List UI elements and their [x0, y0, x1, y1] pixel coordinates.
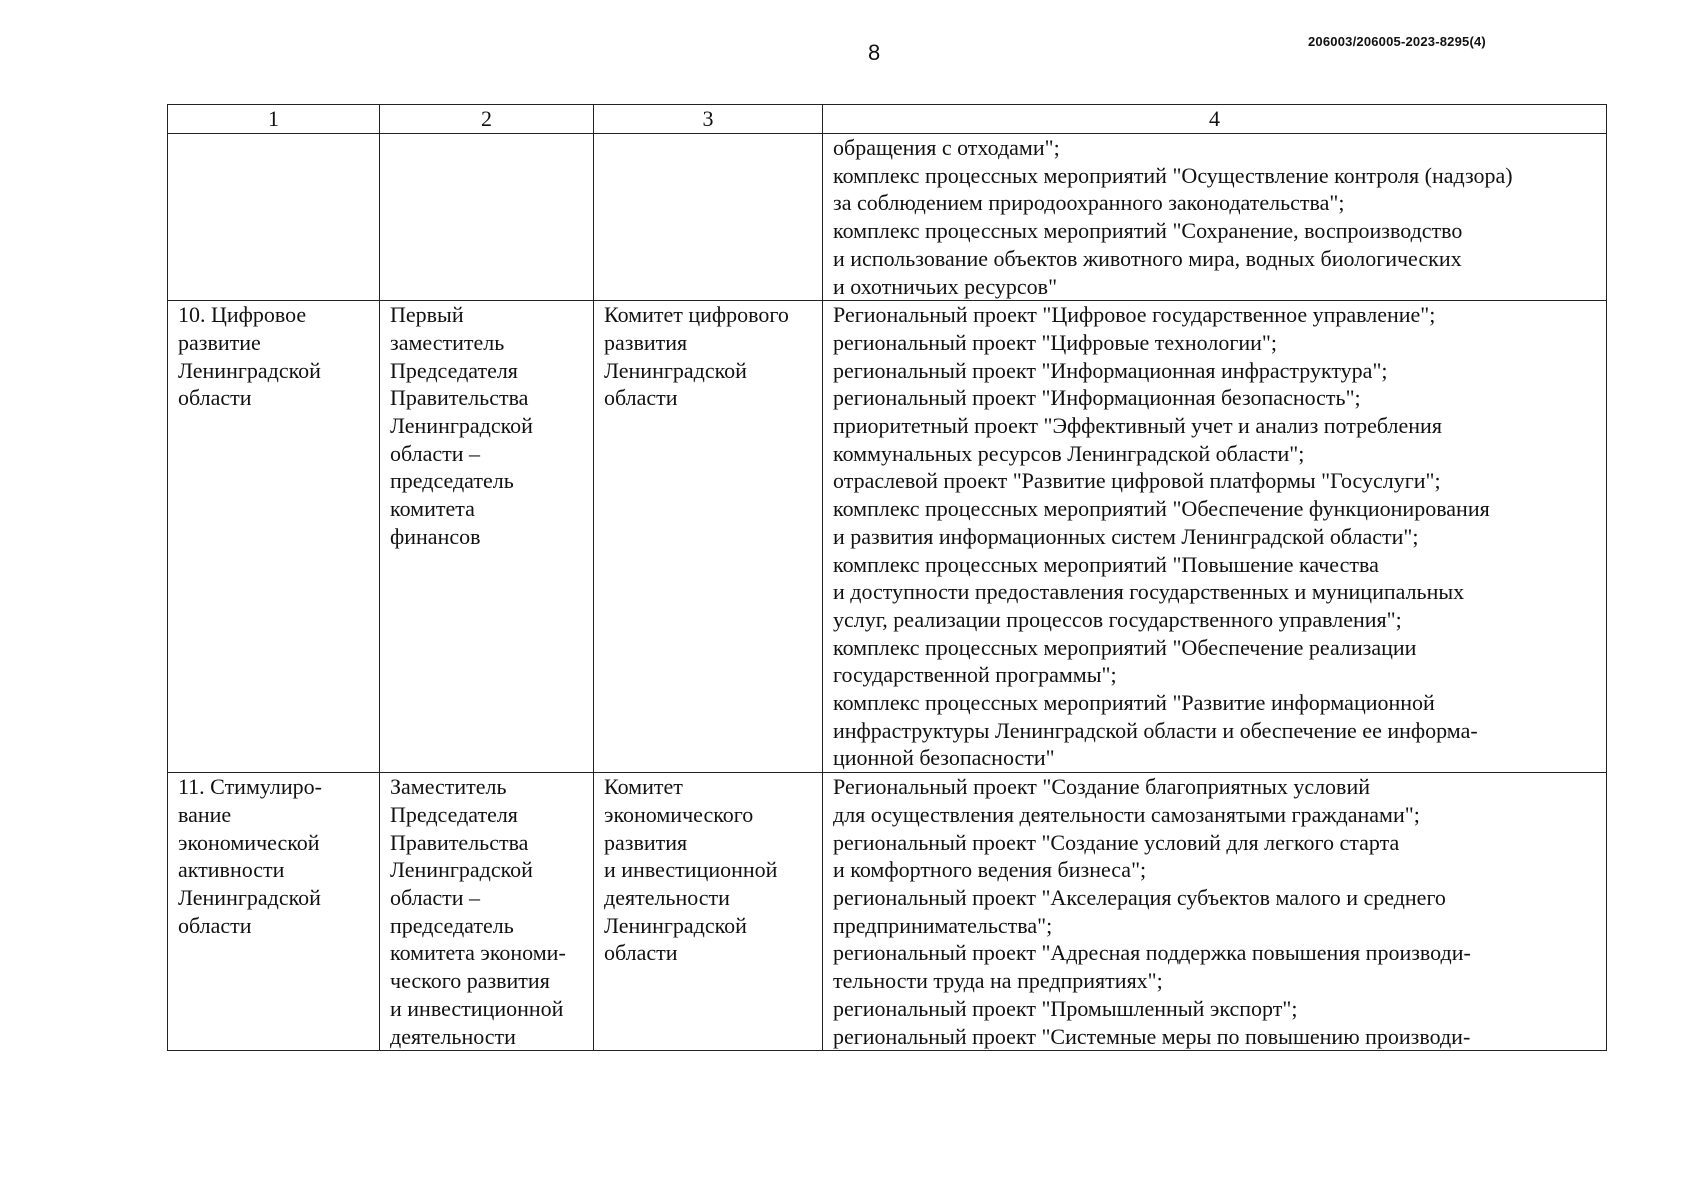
cell-text-line: Правительства [390, 829, 529, 855]
cell-text-line: и доступности предоставления государственных и муниципальных [833, 579, 1465, 605]
cell-text-line: региональный проект "Создание условий для легкого старта [833, 829, 1400, 855]
table-row [168, 301, 1607, 773]
programs-table [167, 104, 1607, 1051]
cell-text-line: Комитет цифрового [604, 302, 789, 328]
cell-text-line: 10. Цифровое [178, 302, 307, 328]
cell-text-line: деятельности [604, 884, 730, 910]
cell-text-line: комплекс процессных мероприятий "Обеспечение функционирования [833, 496, 1490, 522]
cell-text-line: за соблюдением природоохранного законодательства"; [833, 190, 1345, 216]
cell-text-line: для осуществления деятельности самозанятыми гражданами"; [833, 801, 1420, 827]
table-header-row [168, 105, 1607, 134]
cell-text-line: Ленинградской [178, 357, 321, 383]
column-header-1: 1 [168, 105, 380, 134]
responsible-official-cell [380, 773, 594, 1051]
cell-text-line: председатель [390, 468, 514, 494]
cell-text-line: Ленинградской [178, 884, 321, 910]
cell-text-line: региональный проект "Информационная инфраструктура"; [833, 357, 1388, 383]
document-id: 206003/206005-2023-8295(4) [1308, 34, 1486, 49]
table-row [168, 134, 1607, 301]
cell-text-line: и развития информационных систем Ленинградской области"; [833, 523, 1419, 549]
responsible-executor-cell [594, 134, 823, 301]
cell-text-line: инфраструктуры Ленинградской области и обеспечение ее информа- [833, 717, 1478, 743]
cell-text-line: деятельности [390, 1023, 516, 1049]
cell-text-line: вание [178, 801, 232, 827]
structural-elements-cell [823, 301, 1607, 773]
program-name-cell [168, 773, 380, 1051]
cell-text-line: комплекс процессных мероприятий "Обеспечение реализации [833, 634, 1417, 660]
cell-text-line: заместитель [390, 329, 505, 355]
column-header-2: 2 [380, 105, 594, 134]
cell-text-line: региональный проект "Информационная безопасность"; [833, 385, 1361, 411]
cell-text-line: приоритетный проект "Эффективный учет и анализ потребления [833, 413, 1442, 439]
cell-text-line: региональный проект "Промышленный экспорт"; [833, 995, 1298, 1021]
cell-text-line: услуг, реализации процессов государственного управления"; [833, 606, 1402, 632]
cell-text-line: обращения с отходами"; [833, 135, 1060, 160]
cell-text-line: области [604, 385, 678, 411]
cell-text-line: Региональный проект "Цифровое государственное управление"; [833, 302, 1436, 328]
responsible-official-cell [380, 301, 594, 773]
cell-text-line: ционной безопасности" [833, 745, 1055, 771]
table-row [168, 773, 1607, 1051]
cell-text-line: комплекс процессных мероприятий "Сохранение, воспроизводство [833, 218, 1463, 244]
program-name-cell [168, 134, 380, 301]
cell-text-line: Ленинградской [390, 857, 533, 883]
cell-text-line: тельности труда на предприятиях"; [833, 968, 1163, 994]
cell-text-line: региональный проект "Системные меры по повышению производи- [833, 1023, 1471, 1049]
cell-text-line: ческого развития [390, 968, 550, 994]
cell-text-line: комитета [390, 496, 475, 522]
cell-text-line: развития [604, 829, 688, 855]
cell-text-line: области – [390, 884, 481, 910]
cell-text-line: комплекс процессных мероприятий "Развитие информационной [833, 690, 1435, 716]
cell-text-line: Председателя [390, 801, 518, 827]
cell-text-line: Ленинградской [604, 912, 747, 938]
structural-elements-cell [823, 134, 1607, 301]
cell-text-line: развитие [178, 329, 261, 355]
cell-text-line: развития [604, 329, 688, 355]
cell-text-line: комплекс процессных мероприятий "Осуществление контроля (надзора) [833, 162, 1513, 188]
cell-text-line: и комфортного ведения бизнеса"; [833, 857, 1147, 883]
cell-text-line: области [178, 912, 252, 938]
cell-text-line: и инвестиционной [390, 995, 564, 1021]
cell-text-line: региональный проект "Адресная поддержка повышения производи- [833, 940, 1471, 966]
cell-text-line: финансов [390, 523, 481, 549]
page-number: 8 [868, 40, 881, 65]
program-name-cell [168, 301, 380, 773]
column-header-3: 3 [594, 105, 823, 134]
responsible-executor-cell [594, 773, 823, 1051]
cell-text-line: 11. Стимулиро- [178, 774, 322, 800]
cell-text-line: Председателя [390, 357, 518, 383]
cell-text-line: активности [178, 857, 285, 883]
cell-text-line: государственной программы"; [833, 662, 1117, 688]
cell-text-line: Первый [390, 302, 464, 328]
cell-text-line: и использование объектов животного мира, водных биологических [833, 245, 1462, 271]
responsible-executor-cell [594, 301, 823, 773]
cell-text-line: Комитет [604, 774, 683, 800]
cell-text-line: региональный проект "Цифровые технологии"; [833, 329, 1277, 355]
structural-elements-cell [823, 773, 1607, 1051]
cell-text-line: председатель [390, 912, 514, 938]
cell-text-line: комплекс процессных мероприятий "Повышение качества [833, 551, 1379, 577]
cell-text-line: комитета экономи- [390, 940, 566, 966]
cell-text-line: экономической [178, 829, 320, 855]
cell-text-line: региональный проект "Акселерация субъектов малого и среднего [833, 884, 1446, 910]
column-header-4: 4 [823, 105, 1607, 134]
cell-text-line: предпринимательства"; [833, 912, 1053, 938]
cell-text-line: экономического [604, 801, 754, 827]
cell-text-line: области – [390, 440, 481, 466]
cell-text-line: Ленинградской [390, 413, 533, 439]
cell-text-line: области [178, 385, 252, 411]
cell-text-line: области [604, 940, 678, 966]
cell-text-line: коммунальных ресурсов Ленинградской области"; [833, 440, 1305, 466]
cell-text-line: и инвестиционной [604, 857, 778, 883]
cell-text-line: и охотничьих ресурсов" [833, 273, 1058, 299]
cell-text-line: Региональный проект "Создание благоприятных условий [833, 774, 1370, 800]
cell-text-line: Правительства [390, 385, 529, 411]
cell-text-line: Заместитель [390, 774, 507, 800]
cell-text-line: отраслевой проект "Развитие цифровой платформы "Госуслуги"; [833, 468, 1441, 494]
responsible-official-cell [380, 134, 594, 301]
cell-text-line: Ленинградской [604, 357, 747, 383]
